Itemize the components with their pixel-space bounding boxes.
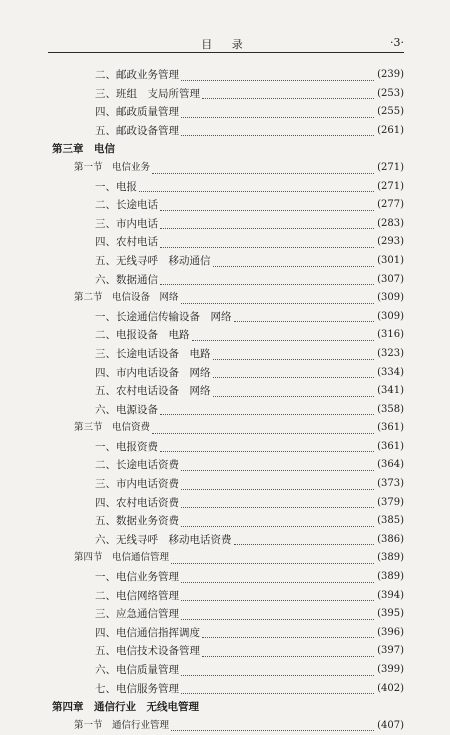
dot-leader xyxy=(160,396,402,416)
toc-entry-title: 三、市内电话 xyxy=(95,215,160,234)
dot-leader xyxy=(181,451,402,471)
toc-entry-page: (323) xyxy=(375,345,404,364)
toc-entry-page: (361) xyxy=(375,419,404,438)
dot-leader xyxy=(202,619,402,639)
toc-entry-title: 第四章 通信行业 无线电管理 xyxy=(52,698,201,717)
toc-entry-page: (389) xyxy=(375,549,404,568)
dot-leader xyxy=(152,154,402,174)
toc-entry-title: 一、长途通信传输设备 网络 xyxy=(95,308,234,327)
dot-leader xyxy=(181,98,402,118)
dot-leader xyxy=(181,284,402,304)
toc-entry-title: 四、电信通信指挥调度 xyxy=(95,624,202,643)
toc-entry-title: 五、无线寻呼 移动通信 xyxy=(95,252,213,271)
toc-entry-page: (373) xyxy=(375,475,404,494)
toc-entry-page: (253) xyxy=(375,85,404,104)
toc-entry-title: 一、电信业务管理 xyxy=(95,568,181,587)
dot-leader xyxy=(202,637,402,657)
toc-entry-title: 三、班组 支局所管理 xyxy=(95,85,202,104)
toc-entry-page: (261) xyxy=(375,122,404,141)
dot-leader xyxy=(181,656,402,676)
toc-entry-page: (341) xyxy=(375,382,404,401)
table-of-contents xyxy=(0,66,450,735)
toc-entry-page: (271) xyxy=(375,178,404,197)
toc-entry-page: (385) xyxy=(375,512,404,531)
toc-entry-page: (407) xyxy=(375,717,404,735)
toc-entry-page: (386) xyxy=(375,531,404,550)
toc-entry-title: 二、电报设备 电路 xyxy=(95,326,192,345)
page-number: ·3· xyxy=(390,36,404,49)
dot-leader xyxy=(213,359,402,379)
toc-entry-title: 五、电信技术设备管理 xyxy=(95,642,202,661)
toc-entry-page: (394) xyxy=(375,587,404,606)
dot-leader xyxy=(181,600,402,620)
toc-entry-page: (397) xyxy=(375,642,404,661)
dot-leader xyxy=(181,563,402,583)
toc-entry-title: 第一节 通信行业管理 xyxy=(74,717,171,735)
toc-entry-title: 六、电源设备 xyxy=(95,401,160,420)
dot-leader xyxy=(171,712,402,732)
toc-entry-title: 六、数据通信 xyxy=(95,271,160,290)
toc-entry-page: (364) xyxy=(375,456,404,475)
toc-entry-title: 五、邮政设备管理 xyxy=(95,122,181,141)
toc-entry-page: (396) xyxy=(375,624,404,643)
dot-leader xyxy=(160,433,402,453)
toc-section[interactable] xyxy=(0,717,450,735)
toc-entry-page: (316) xyxy=(375,326,404,345)
toc-entry-title: 七、电信服务管理 xyxy=(95,680,181,699)
toc-entry-page: (271) xyxy=(375,159,404,178)
toc-entry-page: (309) xyxy=(375,308,404,327)
toc-entry-title: 三、长途电话设备 电路 xyxy=(95,345,213,364)
dot-leader xyxy=(213,247,402,267)
toc-entry-title: 一、电报 xyxy=(95,178,139,197)
toc-entry-page: (399) xyxy=(375,661,404,680)
toc-entry-title: 一、电报资费 xyxy=(95,438,160,457)
toc-entry-title: 四、邮政质量管理 xyxy=(95,103,181,122)
dot-leader xyxy=(181,675,402,695)
dot-leader xyxy=(192,321,402,341)
dot-leader xyxy=(152,414,402,434)
toc-entry-title: 二、长途电话资费 xyxy=(95,456,181,475)
toc-entry-page: (309) xyxy=(375,289,404,308)
toc-entry-page: (334) xyxy=(375,364,404,383)
toc-entry-title: 四、市内电话设备 网络 xyxy=(95,364,213,383)
toc-entry-title: 六、无线寻呼 移动电话资费 xyxy=(95,531,234,550)
toc-entry-page: (307) xyxy=(375,271,404,290)
toc-entry-title: 二、长途电话 xyxy=(95,196,160,215)
toc-entry-page: (358) xyxy=(375,401,404,420)
toc-entry-page: (402) xyxy=(375,680,404,699)
dot-leader xyxy=(160,191,402,211)
toc-entry-title: 五、数据业务资费 xyxy=(95,512,181,531)
toc-entry-page: (239) xyxy=(375,66,404,85)
dot-leader xyxy=(181,507,402,527)
toc-entry-title: 五、农村电话设备 网络 xyxy=(95,382,213,401)
toc-entry-title: 四、农村电话资费 xyxy=(95,494,181,513)
toc-entry-title: 第一节 电信业务 xyxy=(74,159,152,178)
toc-entry-title: 二、电信网络管理 xyxy=(95,587,181,606)
dot-leader xyxy=(213,377,402,397)
toc-entry-title: 第三章 电信 xyxy=(52,140,117,159)
toc-entry-title: 六、电信质量管理 xyxy=(95,661,181,680)
toc-entry-title: 二、邮政业务管理 xyxy=(95,66,181,85)
dot-leader xyxy=(181,61,402,81)
page-title: 目 录 xyxy=(201,38,251,51)
toc-entry-title: 三、应急通信管理 xyxy=(95,605,181,624)
dot-leader xyxy=(181,582,402,602)
toc-entry-title: 三、市内电话资费 xyxy=(95,475,181,494)
toc-item[interactable] xyxy=(0,122,450,141)
toc-entry-page: (361) xyxy=(375,438,404,457)
dot-leader xyxy=(181,470,402,490)
page-header xyxy=(48,30,404,53)
dot-leader xyxy=(171,544,402,564)
dot-leader xyxy=(181,117,402,137)
toc-item[interactable] xyxy=(0,680,450,699)
toc-entry-title: 第四节 电信通信管理 xyxy=(74,549,171,568)
toc-entry-title: 第二节 电信设备 网络 xyxy=(74,289,181,308)
toc-entry-page: (293) xyxy=(375,233,404,252)
dot-leader xyxy=(160,228,402,248)
dot-leader xyxy=(160,266,402,286)
toc-entry-title: 第三节 电信资费 xyxy=(74,419,152,438)
toc-entry-page: (301) xyxy=(375,252,404,271)
toc-entry-page: (277) xyxy=(375,196,404,215)
dot-leader xyxy=(139,173,402,193)
dot-leader xyxy=(202,80,402,100)
dot-leader xyxy=(181,489,402,509)
toc-entry-page: (283) xyxy=(375,215,404,234)
dot-leader xyxy=(160,210,402,230)
toc-entry-page: (389) xyxy=(375,568,404,587)
toc-entry-title: 四、农村电话 xyxy=(95,233,160,252)
toc-entry-page: (255) xyxy=(375,103,404,122)
toc-entry-page: (379) xyxy=(375,494,404,513)
dot-leader xyxy=(213,340,402,360)
toc-entry-page: (395) xyxy=(375,605,404,624)
